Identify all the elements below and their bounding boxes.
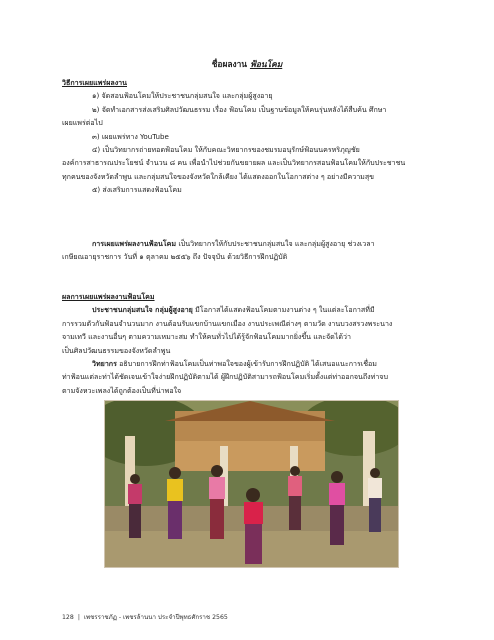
page-title [0, 57, 494, 71]
page-number: 128 [62, 614, 74, 621]
method-item: เผยแพร่ต่อไป [62, 118, 103, 128]
method-item: ๑) จัดสอนฟ้อนโคมให้ประชาชนกลุ่มสนใจ และกลุ่มผู้สูงอายุ [92, 91, 273, 101]
publication-name: เพชรราชภัฏ - เพชรล้านนา ประจำปีพุทธศักราช 2565 [83, 614, 228, 621]
results-section [62, 290, 434, 397]
method-item: ๒) จัดทำเอกสารส่งเสริมศิลปวัฒนธรรม เรื่อง ฟ้อนโคม เป็นฐานข้อมูลให้คนรุ่นหลังได้สืบค้น ศึกษา [92, 104, 387, 114]
results-p2-lead: วิทยากร [92, 359, 117, 369]
page-footer [62, 612, 228, 622]
results-p1-text: เป็นศิลปวัฒนธรรมของจังหวัดลำพูน [62, 345, 171, 355]
method-item: ๔) เป็นวิทยากรถ่ายทอดฟ้อนโคม ให้กับคณะวิทยากรของชมรมอนุรักษ์ฟ้อนนครหริภุญชัย [92, 145, 360, 155]
results-p1-lead: ประชาชนกลุ่มสนใจ กลุ่มผู้สูงอายุ [92, 305, 193, 315]
results-p2-text: ท่าฟ้อนแต่ละท่าได้ชัดเจนเข้าใจง่ายฝึกปฏิบัติตามได้ ผู้ฝึกปฏิบัติสามารถฟ้อนโคมเริ่มตั้งแต่ท่าออกจนถึงท่าจบ [62, 372, 388, 382]
dance-photo-illustration [105, 401, 398, 567]
results-p1-text: การรวมตัวกันฟ้อนจำนวนมาก งานต้อนรับแขกบ้านแขกเมือง งานประเพณีต่างๆ ตามวัด งานบวงสรวงพระนาง [62, 318, 393, 328]
methods-heading: วิธีการเผยแพร่ผลงาน [62, 78, 127, 87]
results-p1-text: จามเทวี และงานอื่นๆ ตามความเหมาะสม ทำให้คนทั่วไปได้รู้จักฟ้อนโคมมากยิ่งขึ้น และจัดได้ว่า [62, 332, 351, 342]
title-work-name: ฟ้อนโคม [249, 59, 283, 69]
method-item: ๕) ส่งเสริมการแสดงฟ้อนโคม [92, 185, 182, 195]
title-prefix: ชื่อผลงาน [211, 59, 248, 69]
dissemination-text: เกษียณอายุราชการ วันที่ ๑ ตุลาคม ๒๕๕๖ ถึง ปัจจุบัน ด้วยวิธีการฝึกปฏิบัติ [62, 252, 288, 262]
results-p2-text: อธิบายการฝึกท่าฟ้อนโคมเป็นท่าพอใจของผู้เข้ารับการฝึกปฏิบัติ ได้เสนอแนะการเชื่อม [119, 359, 377, 369]
dissemination-text: เป็นวิทยากรให้กับประชาชนกลุ่มสนใจ และกลุ่มผู้สูงอายุ ช่วงเวลา [178, 239, 375, 248]
method-item: องค์การสาธารณประโยชน์ จำนวน ๘ คน เพื่อนำไปช่วยกันขยายผล และเป็นวิทยากรสอนฟ้อนโคมให้กับประชาชน [62, 158, 406, 168]
results-heading: ผลการเผยแพร่ผลงานฟ้อนโคม [62, 292, 155, 301]
dance-photo [104, 400, 399, 568]
footer-separator: | [77, 614, 80, 621]
results-p2-text: ตามจังหวะเพลงได้ถูกต้องเป็นที่น่าพอใจ [62, 385, 182, 395]
dissemination-lead: การเผยแพร่ผลงานฟ้อนโคม [92, 239, 177, 248]
method-item: ทุกคนของจังหวัดลำพูน และกลุ่มสนใจของจังหวัดใกล้เคียง ได้แสดงออกในโอกาสต่าง ๆ อย่างมีความสุข [62, 171, 375, 181]
methods-section [62, 76, 434, 197]
results-p1-text: มีโอกาสได้แสดงฟ้อนโคมตามงานต่าง ๆ ในแต่ละโอกาสที่มี [195, 305, 375, 315]
dissemination-paragraph [62, 237, 434, 264]
method-item: ๓) เผยแพร่ทาง YouTube [92, 131, 169, 141]
